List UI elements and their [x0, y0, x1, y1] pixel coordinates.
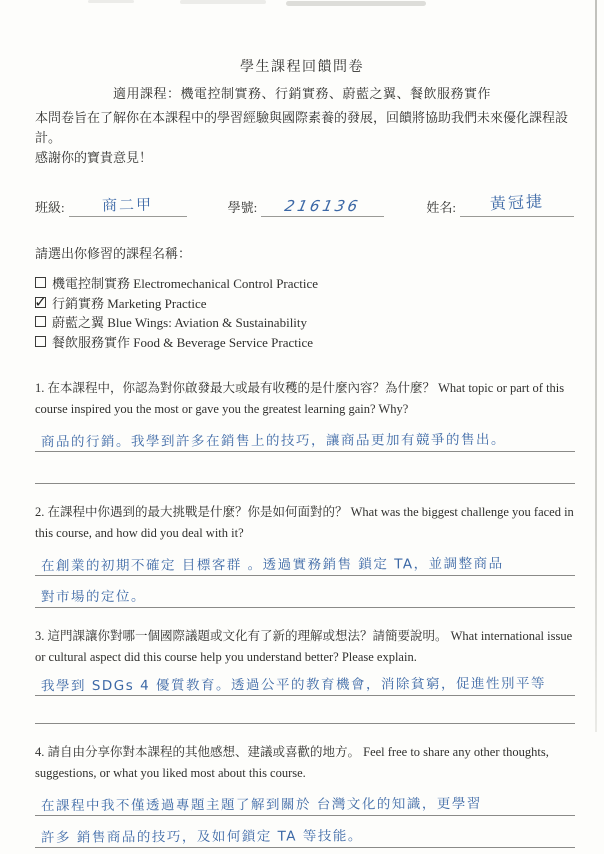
- question-2-handwritten-answer-continued: 對市場的定位。: [40, 588, 147, 606]
- question-2-handwritten-answer: 在創業的初期不確定 目標客群 。透過實務銷售 鎖定 TA，並調整商品: [40, 555, 504, 575]
- course-option-1-checkbox[interactable]: ✓: [34, 292, 47, 311]
- course-option-3-checkbox[interactable]: [35, 336, 46, 347]
- class-handwritten-value: 商二甲: [102, 195, 154, 215]
- course-option-marketing: [35, 293, 574, 313]
- question-1-text: 1. 在本課程中，你認為對你啟發最大或最有收穫的是什麼內容？為什麼？ What topic or part of this course inspired you the most or gave you the greatest learning gain? Why?: [35, 381, 565, 416]
- course-option-2-checkbox[interactable]: [35, 316, 46, 327]
- question-1-handwritten-answer: 商品的行銷。我學到許多在銷售上的技巧，讓商品更加有競爭的售出。: [40, 431, 507, 451]
- page-title: 學生課程回饋問卷: [240, 60, 364, 75]
- course-selection-section: [35, 243, 574, 351]
- intro-paragraph: [35, 108, 571, 168]
- name-handwritten-value: 黃冠捷: [489, 191, 545, 214]
- scan-smudge-artifact: [286, 1, 426, 6]
- course-option-label: 行銷實務 Marketing Practice: [52, 295, 207, 311]
- question-2-text: 2. 在課程中你遇到的最大挑戰是什麼？你是如何面對的？ What was the biggest challenge you faced in this course, and how did you deal with it?: [35, 505, 574, 540]
- questionnaire-header: [0, 56, 604, 168]
- scan-edge-line-artifact: [595, 0, 597, 732]
- question-4-text: 4. 請自由分享你對本課程的其他感想、建議或喜歡的地方。 Feel free to share any other thoughts, suggestions, or what you liked most about this course.: [35, 745, 549, 780]
- student-id-label: 學號:: [227, 200, 258, 215]
- intro-line-2: 感謝你的寶貴意見！: [35, 150, 153, 165]
- class-label: 班級:: [35, 200, 65, 215]
- scan-smudge-artifact: [88, 0, 134, 3]
- course-selection-prompt: 請選出你修習的課程名稱：: [35, 246, 192, 261]
- class-field[interactable]: [69, 194, 187, 217]
- name-field[interactable]: [460, 192, 574, 217]
- course-option-food-beverage: [35, 332, 574, 352]
- student-info-row: [35, 192, 574, 217]
- question-3-handwritten-answer: 我學到 SDGs 4 優質教育。透過公平的教育機會，消除貧窮，促進性別平等: [40, 675, 546, 695]
- question-2-answer-line-2[interactable]: [35, 576, 575, 608]
- question-1-answer-line-2[interactable]: [35, 452, 575, 484]
- question-4-answer-line-1[interactable]: [35, 784, 575, 816]
- course-option-blue-wings: [35, 312, 574, 332]
- course-option-electromechanical: [35, 273, 574, 293]
- question-2-section: [35, 502, 575, 608]
- question-1-section: [35, 378, 575, 484]
- intro-line-1: 本問卷旨在了解你在本課程中的學習經驗與國際素養的發展，回饋將協助我們未來優化課程設計。: [35, 110, 569, 145]
- applicable-courses-subtitle: 適用課程：機電控制實務、行銷實務、蔚藍之翼、餐飲服務實作: [112, 86, 491, 101]
- course-option-label: 蔚藍之翼 Blue Wings: Aviation & Sustainability: [52, 315, 308, 331]
- question-1-answer-line-1[interactable]: [35, 420, 575, 452]
- name-label: 姓名:: [426, 200, 457, 215]
- question-4-answer-line-2[interactable]: [35, 816, 575, 848]
- question-4-handwritten-answer: 在課程中我不僅透過專題主題了解到關於 台灣文化的知識，更學習: [40, 795, 482, 815]
- course-option-0-checkbox[interactable]: [35, 277, 46, 288]
- scan-smudge-artifact: [180, 0, 266, 4]
- course-option-label: 餐飲服務實作 Food & Beverage Service Practice: [52, 334, 314, 350]
- question-4-handwritten-answer-continued: 許多 銷售商品的技巧，及如何鎖定 TA 等技能。: [40, 828, 363, 846]
- student-id-handwritten-value: 216136: [282, 197, 363, 215]
- question-3-section: [35, 626, 575, 724]
- question-3-text: 3. 這門課讓你對哪一個國際議題或文化有了新的理解或想法？請簡要說明。 What international issue or cultural aspect did this course help you understand better? Please explain.: [35, 629, 573, 664]
- question-3-answer-line-2[interactable]: [35, 696, 575, 724]
- question-2-answer-line-1[interactable]: [35, 544, 575, 576]
- course-option-label: 機電控制實務 Electromechanical Control Practice: [52, 276, 319, 292]
- student-id-field[interactable]: [261, 197, 384, 217]
- question-3-answer-line-1[interactable]: [35, 668, 575, 696]
- question-4-section: [35, 742, 575, 848]
